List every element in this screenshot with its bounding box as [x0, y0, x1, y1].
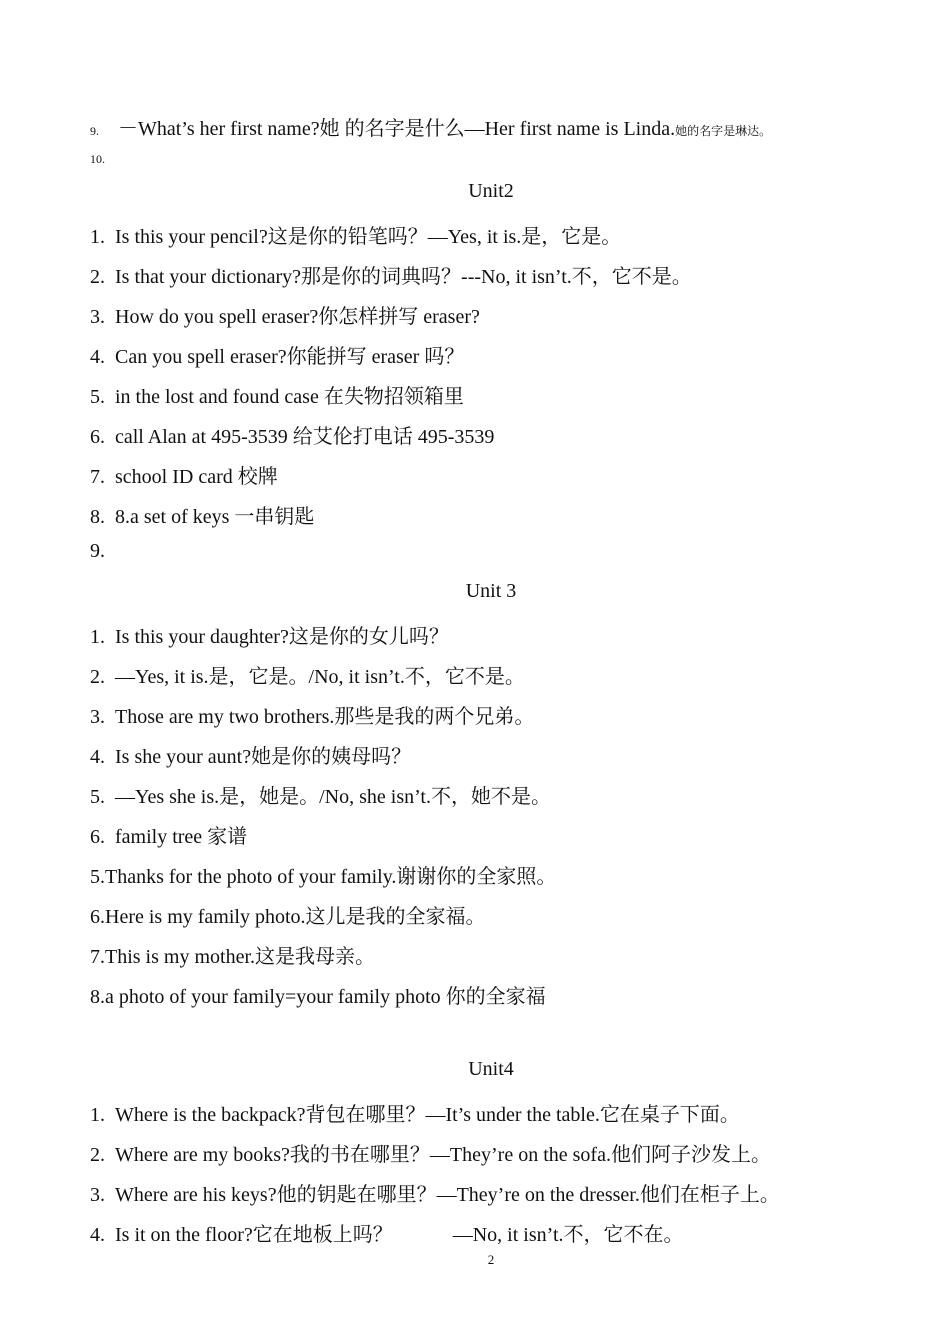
list-item	[90, 500, 314, 529]
unit2-title: Unit2	[468, 180, 514, 202]
item-number: 2.	[90, 1144, 105, 1166]
item-text: Is that your dictionary?那是你的词典吗？---No, it isn’t.不，它不是。	[115, 266, 692, 288]
item-text: Where is the backpack?背包在哪里？—It’s under the table.它在桌子下面。	[115, 1104, 740, 1126]
item-number: 4.	[90, 1224, 105, 1246]
item-number: 9.	[90, 124, 99, 138]
list-item	[90, 820, 247, 849]
list-item	[90, 740, 411, 769]
item-number: 7.	[90, 466, 105, 488]
list-item	[90, 1098, 740, 1127]
list-item	[90, 1178, 780, 1207]
item-number: 5.	[90, 786, 105, 808]
item-text: Where are his keys?他的钥匙在哪里？—They’re on the dresser.他们在柜子上。	[115, 1184, 780, 1206]
item-number: 3.	[90, 1184, 105, 1206]
item-number: 1.	[90, 626, 105, 648]
item-text: Is it on the floor?它在地板上吗？ —No, it isn’t.不，它不在。	[115, 1224, 684, 1246]
list-item	[90, 220, 621, 249]
list-item	[90, 700, 534, 729]
item-text: in the lost and found case 在失物招领箱里	[115, 386, 464, 408]
page-number: 2	[487, 1252, 495, 1267]
list-item	[90, 380, 464, 409]
item-10: 10.	[90, 152, 105, 166]
item-number: 3.	[90, 306, 105, 328]
item-number: 4.	[90, 746, 105, 768]
list-item	[90, 420, 494, 449]
item-number: 1.	[90, 1104, 105, 1126]
paragraph-line: 5.Thanks for the photo of your family.谢谢你的全家照。	[90, 866, 557, 888]
item-text: How do you spell eraser?你怎样拼写 eraser?	[115, 306, 480, 328]
item-text: Where are my books?我的书在哪里？—They’re on the sofa.他们阿子沙发上。	[115, 1144, 771, 1166]
item-text: school ID card 校牌	[115, 466, 278, 488]
item-number: 2.	[90, 666, 105, 688]
item-number: 2.	[90, 266, 105, 288]
item-text: call Alan at 495-3539 给艾伦打电话 495-3539	[115, 426, 495, 448]
list-item	[90, 300, 480, 329]
item-number: 5.	[90, 386, 105, 408]
item-number: 9.	[90, 540, 105, 562]
item-number: 8.	[90, 506, 105, 528]
list-item	[90, 780, 551, 809]
item-number: 3.	[90, 706, 105, 728]
list-item	[90, 620, 449, 649]
item-text: 8.a set of keys 一串钥匙	[115, 506, 315, 528]
item-text: Those are my two brothers.那些是我的两个兄弟。	[115, 706, 535, 728]
list-item	[90, 340, 464, 369]
unit4-title: Unit4	[468, 1058, 514, 1080]
item-number: 6.	[90, 426, 105, 448]
list-item	[90, 460, 278, 489]
unit3-title: Unit 3	[465, 580, 517, 602]
item-text: Is this your daughter?这是你的女儿吗？	[115, 626, 449, 648]
item-number: 1.	[90, 226, 105, 248]
list-item	[90, 1138, 771, 1167]
item-9	[90, 112, 771, 141]
item-text: Is this your pencil?这是你的铅笔吗？—Yes, it is.是，它是。	[115, 226, 622, 248]
list-item	[90, 260, 692, 289]
item-text: —Yes, it is.是，它是。/No, it isn’t.不，它不是。	[115, 666, 525, 688]
paragraph-line: 6.Here is my family photo.这儿是我的全家福。	[90, 906, 486, 928]
paragraph-line: 7.This is my mother.这是我母亲。	[90, 946, 375, 968]
list-item	[90, 660, 525, 689]
paragraph-line: 8.a photo of your family=your family photo 你的全家福	[90, 986, 546, 1008]
item-number: 6.	[90, 826, 105, 848]
list-item	[90, 540, 105, 563]
item-text: —Yes she is.是，她是。/No, she isn’t.不，她不是。	[115, 786, 551, 808]
item-text: －What’s her first name?她 的名字是什么—Her first name is Linda.	[118, 118, 676, 140]
item-text: family tree 家谱	[115, 826, 248, 848]
item-text: Is she your aunt?她是你的姨母吗？	[115, 746, 412, 768]
item-number: 4.	[90, 346, 105, 368]
item-text: Can you spell eraser?你能拼写 eraser 吗？	[115, 346, 465, 368]
list-item	[90, 1218, 684, 1247]
item-text-small: 她的名字是琳达。	[675, 124, 772, 138]
